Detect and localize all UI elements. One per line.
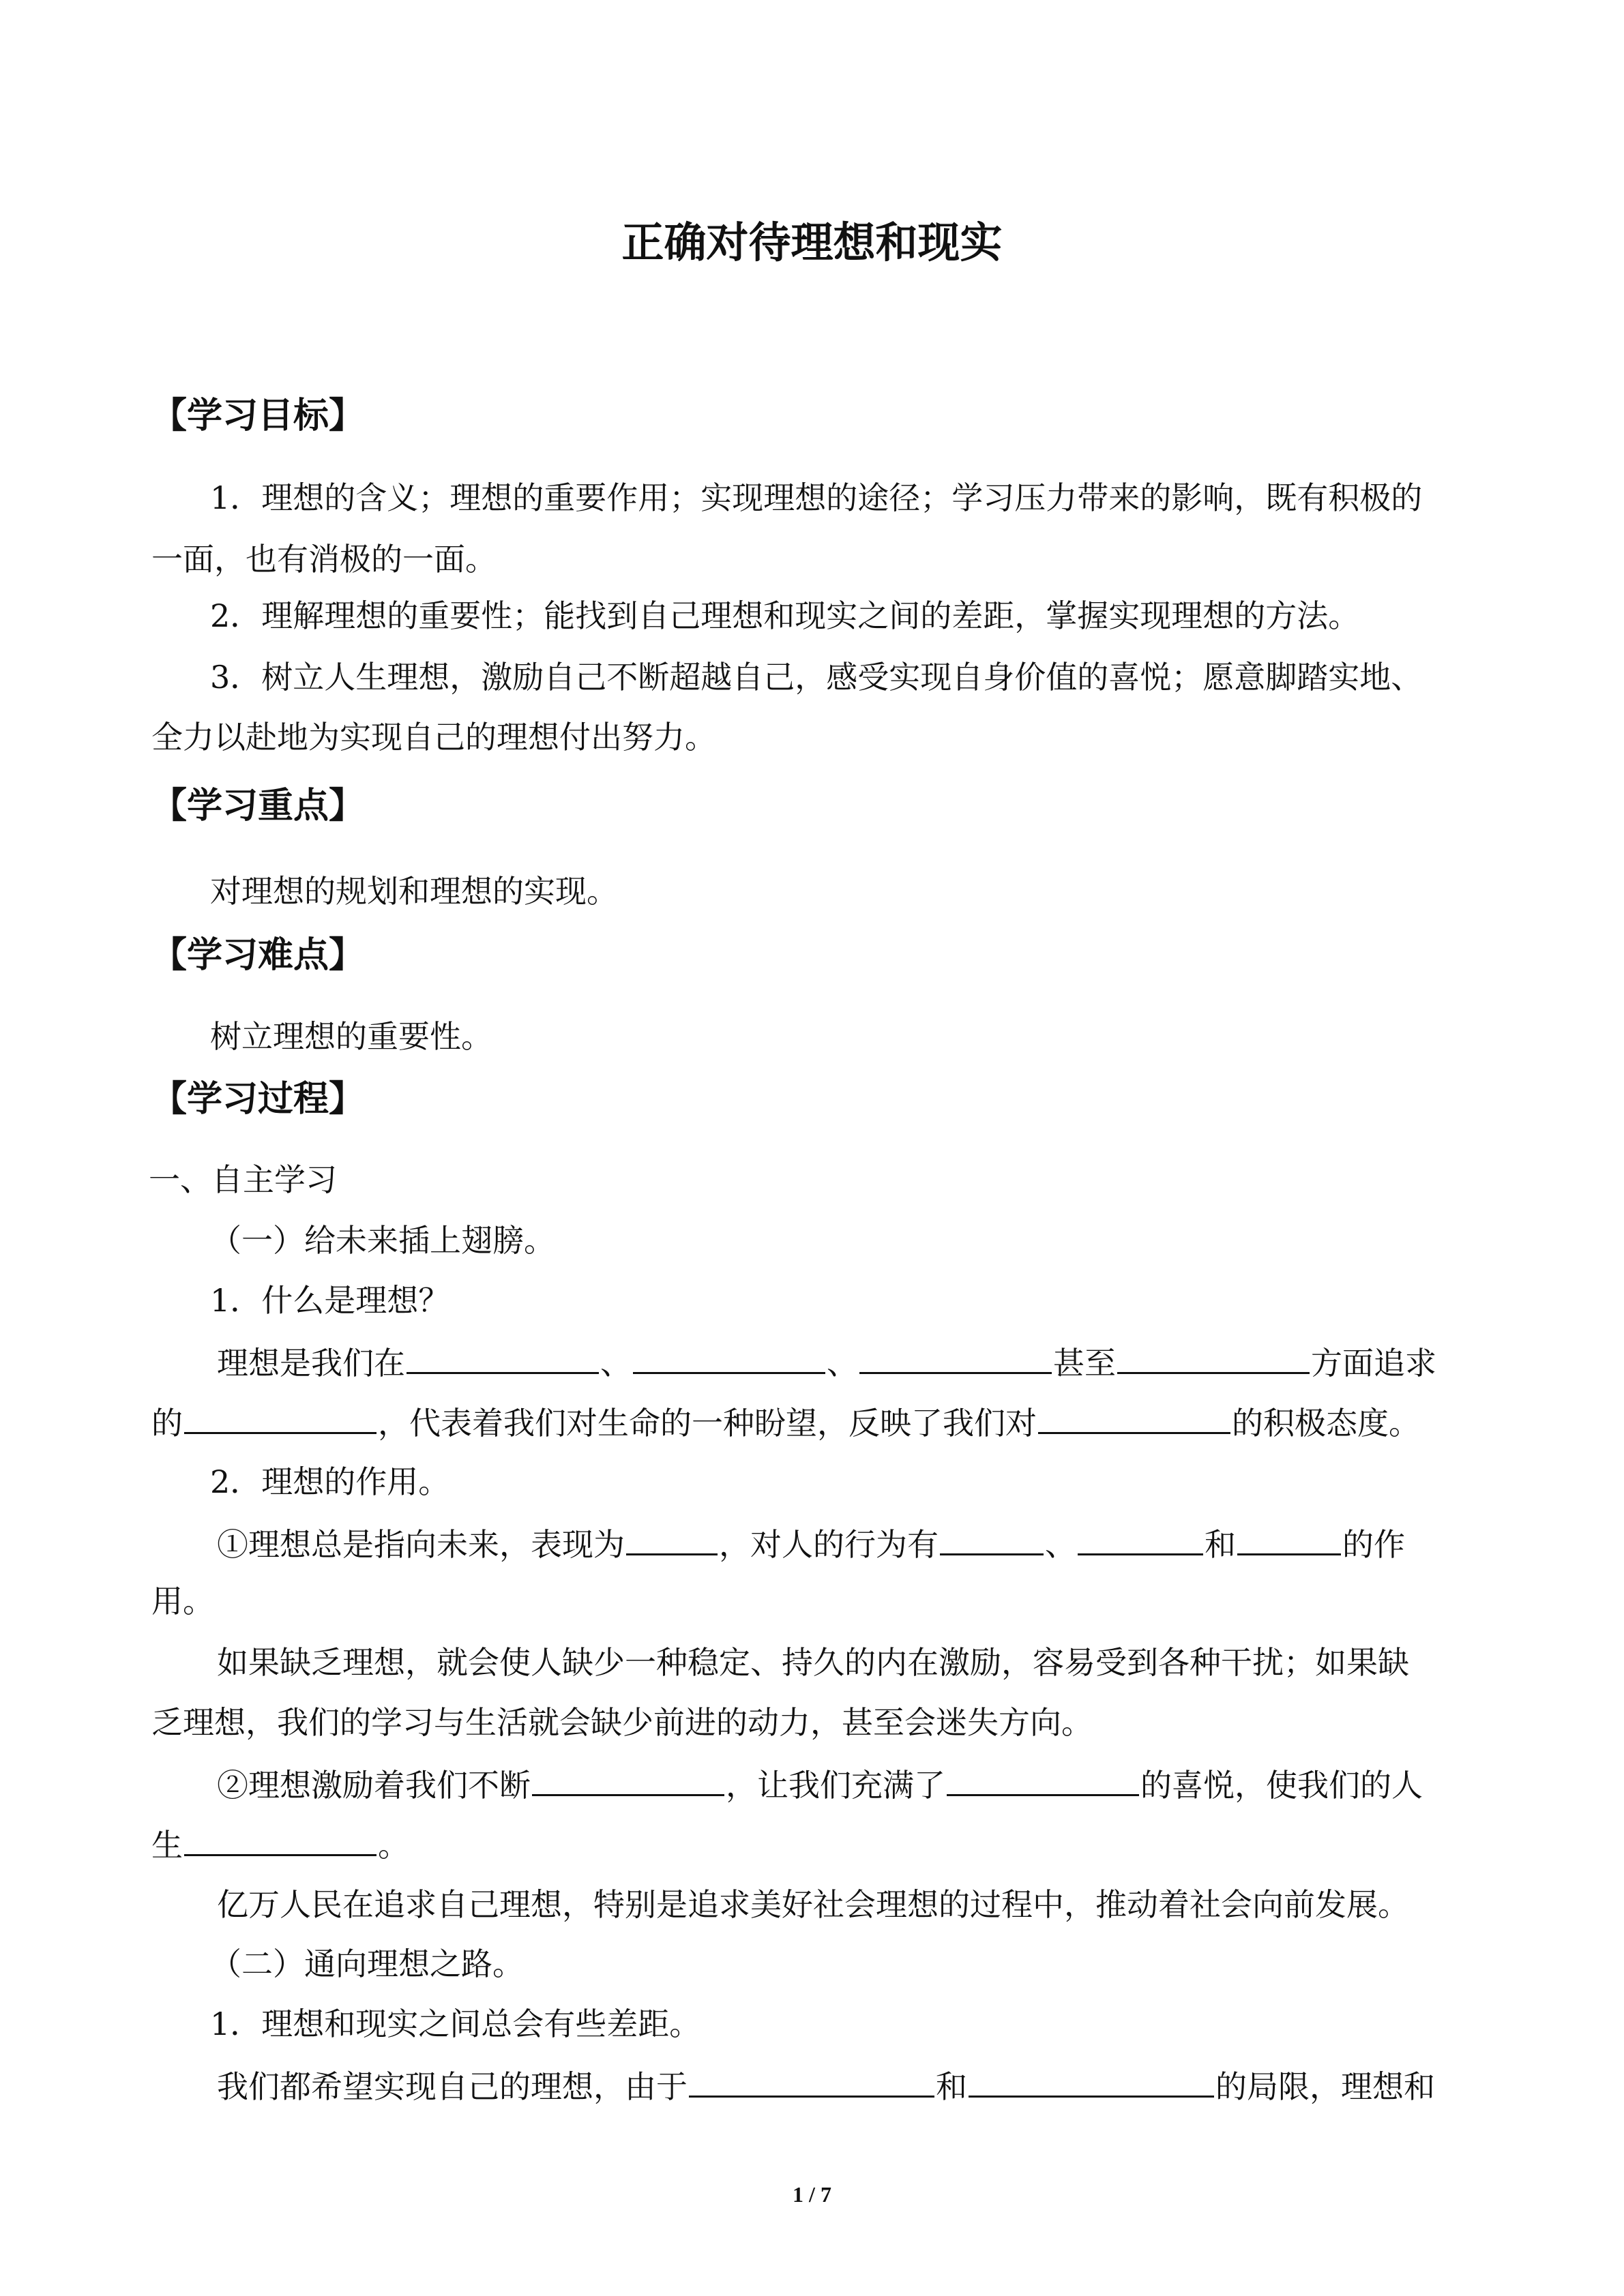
document-title: 正确对待理想和现实 [621, 218, 1003, 267]
objective-2: 2．理解理想的重要性；能找到自己理想和现实之间的差距，掌握实现理想的方法。 [210, 597, 1360, 634]
difficulties-text: 树立理想的重要性。 [210, 1018, 492, 1055]
answer-blank[interactable] [407, 1341, 599, 1374]
fill-line-motivation-2: 生 。 [151, 1823, 409, 1866]
answer-blank[interactable] [1117, 1341, 1310, 1374]
heading-process: 【学习过程】 [151, 1079, 365, 1120]
objective-1-line-2: 一面，也有消极的一面。 [151, 541, 497, 578]
subsection-wings: （一）给未来插上翅膀。 [210, 1222, 555, 1259]
answer-blank[interactable] [689, 2064, 934, 2098]
answer-blank[interactable] [1237, 1522, 1341, 1555]
answer-blank[interactable] [184, 1401, 377, 1434]
page-number: 1 / 7 [793, 2182, 831, 2207]
answer-blank[interactable] [1038, 1401, 1230, 1434]
answer-blank[interactable] [1078, 1522, 1203, 1555]
fill-line-gap-1: 我们都希望实现自己的理想，由于 和 的局限，理想和 [217, 2064, 1435, 2107]
heading-objectives: 【学习目标】 [151, 396, 365, 436]
key-points-text: 对理想的规划和理想的实现。 [210, 873, 618, 910]
fill-line-role-1: ①理想总是指向未来，表现为 ，对人的行为有 、 和 的作 [217, 1522, 1405, 1565]
answer-blank[interactable] [633, 1341, 825, 1374]
objective-1-line-1: 1．理想的含义；理想的重要作用；实现理想的途径；学习压力带来的影响，既有积极的 [210, 479, 1423, 516]
paragraph-social-progress: 亿万人民在追求自己理想，特别是追求美好社会理想的过程中，推动着社会向前发展。 [217, 1886, 1409, 1923]
answer-blank[interactable] [859, 1341, 1052, 1374]
fill-line-definition-1: 理想是我们在 、 、 甚至 方面追求 [217, 1341, 1436, 1384]
answer-blank[interactable] [940, 1522, 1044, 1555]
question-role-of-ideal: 2．理想的作用。 [210, 1463, 450, 1500]
paragraph-lacking-ideal-1: 如果缺乏理想，就会使人缺少一种稳定、持久的内在激励，容易受到各种干扰；如果缺 [217, 1644, 1409, 1681]
paragraph-lacking-ideal-2: 乏理想，我们的学习与生活就会缺少前进的动力，甚至会迷失方向。 [151, 1704, 1093, 1741]
question-what-is-ideal: 1．什么是理想？ [210, 1282, 450, 1319]
objective-3-line-1: 3．树立人生理想，激励自己不断超越自己，感受实现自身价值的喜悦；愿意脚踏实地、 [210, 659, 1423, 696]
heading-key-points: 【学习重点】 [151, 786, 365, 826]
answer-blank[interactable] [532, 1763, 724, 1796]
objective-3-line-2: 全力以赴地为实现自己的理想付出努力。 [151, 719, 716, 756]
fill-line-role-2: 用。 [151, 1583, 214, 1620]
answer-blank[interactable] [626, 1522, 718, 1555]
question-gap: 1．理想和现实之间总会有些差距。 [210, 2006, 701, 2042]
fill-line-motivation-1: ②理想激励着我们不断 ，让我们充满了 的喜悦，使我们的人 [217, 1763, 1423, 1806]
subsection-road-to-ideal: （二）通向理想之路。 [210, 1945, 524, 1982]
fill-line-definition-2: 的 ，代表着我们对生命的一种盼望，反映了我们对 的积极态度。 [151, 1401, 1420, 1444]
answer-blank[interactable] [184, 1823, 377, 1856]
answer-blank[interactable] [969, 2064, 1214, 2098]
section-self-study: 一、自主学习 [149, 1161, 337, 1198]
heading-difficulties: 【学习难点】 [151, 935, 365, 976]
answer-blank[interactable] [947, 1763, 1139, 1796]
